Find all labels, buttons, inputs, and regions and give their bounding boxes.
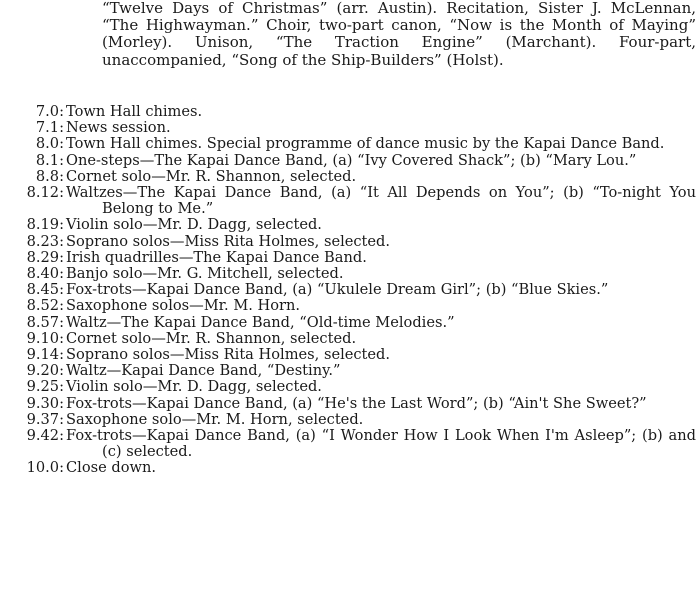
entry-time: 8.19:: [26, 216, 64, 234]
entry-text: Violin solo—Mr. D. Dagg, selected.: [66, 378, 322, 396]
entry-time: 8.52:: [26, 297, 64, 315]
program-entry: [2, 298, 696, 314]
entry-text: Fox-trots—Kapai Dance Band, (a) “Ukulele Dream Girl”; (b) “Blue Skies.”: [66, 281, 609, 299]
program-entry: [2, 396, 696, 412]
entry-text: Waltz—The Kapai Dance Band, “Old-time Melodies.”: [66, 313, 455, 331]
program-entry: [2, 153, 696, 169]
program-entry: [2, 234, 696, 250]
entry-text: Soprano solos—Miss Rita Holmes, selected.: [66, 232, 391, 250]
program-entry: [2, 120, 696, 136]
entry-time: 9.25:: [26, 378, 64, 396]
entry-text: News session.: [66, 119, 171, 137]
intro-paragraph: “Twelve Days of Christmas” (arr. Austin). Recitation, Sister J. McLennan, “The Highwayman.” Choir, two-part canon, “Now is the Month of Maying” (Morley). Unison, “The Traction Engine” (Marchant). Four-part, unaccompanied, “Song of the Ship-Builders” (Holst).: [102, 0, 696, 69]
entry-text: Fox-trots—Kapai Dance Band, (a) “He's the Last Word”; (b) “Ain't She Sweet?”: [66, 394, 647, 412]
program-entry: [2, 315, 696, 331]
entry-time: 8.40:: [26, 265, 64, 283]
entry-time: 9.20:: [26, 362, 64, 380]
entry-time: 10.0:: [26, 459, 64, 477]
entry-text: Saxophone solo—Mr. M. Horn, selected.: [66, 410, 364, 428]
program-entry: [2, 185, 696, 217]
program-entry: [2, 428, 696, 460]
entry-time: 9.42:: [26, 427, 64, 445]
entry-time: 9.14:: [26, 346, 64, 364]
entry-text: Cornet solo—Mr. R. Shannon, selected.: [66, 167, 357, 185]
program-entry: [2, 282, 696, 298]
entry-time: 7.0:: [35, 103, 64, 120]
program-entry: [2, 347, 696, 363]
entry-text: Town Hall chimes.: [66, 103, 203, 120]
program-entry: [2, 136, 696, 152]
entry-text: Cornet solo—Mr. R. Shannon, selected.: [66, 329, 357, 347]
program-list: [2, 104, 696, 477]
entry-time: 8.0:: [35, 135, 64, 153]
program-entry: [2, 104, 696, 120]
entry-text: Close down.: [66, 459, 157, 477]
entry-time: 8.23:: [26, 232, 64, 250]
entry-time: 9.37:: [26, 410, 64, 428]
entry-time: 7.1:: [35, 119, 64, 137]
entry-time: 8.29:: [26, 248, 64, 266]
entry-text: Fox-trots—Kapai Dance Band, (a) “I Wonder How I Look When I'm Asleep”; (b) and (c) selected.: [66, 427, 696, 461]
entry-text: Violin solo—Mr. D. Dagg, selected.: [66, 216, 322, 234]
entry-text: Irish quadrilles—The Kapai Dance Band.: [66, 248, 367, 266]
program-entry: [2, 169, 696, 185]
entry-time: 8.57:: [26, 313, 64, 331]
entry-time: 8.45:: [26, 281, 64, 299]
entry-text: Waltz—Kapai Dance Band, “Destiny.”: [66, 362, 341, 380]
program-entry: [2, 460, 696, 476]
entry-text: Town Hall chimes. Special programme of dance music by the Kapai Dance Band.: [66, 135, 665, 153]
entry-text: Banjo solo—Mr. G. Mitchell, selected.: [66, 265, 344, 283]
entry-time: 8.1:: [35, 151, 64, 169]
entry-time: 9.10:: [26, 329, 64, 347]
entry-text: Soprano solos—Miss Rita Holmes, selected.: [66, 346, 391, 364]
entry-text: Waltzes—The Kapai Dance Band, (a) “It All Depends on You”; (b) “To-night You Belong to Me.”: [66, 184, 696, 218]
program-entry: [2, 217, 696, 233]
program-entry: [2, 363, 696, 379]
entry-time: 8.12:: [26, 184, 64, 202]
program-entry: [2, 412, 696, 428]
program-entry: [2, 250, 696, 266]
entry-text: Saxophone solos—Mr. M. Horn.: [66, 297, 301, 315]
entry-time: 9.30:: [26, 394, 64, 412]
entry-time: 8.8:: [35, 167, 64, 185]
program-entry: [2, 379, 696, 395]
entry-text: One-steps—The Kapai Dance Band, (a) “Ivy Covered Shack”; (b) “Mary Lou.”: [66, 151, 637, 169]
program-entry: [2, 331, 696, 347]
program-entry: [2, 266, 696, 282]
